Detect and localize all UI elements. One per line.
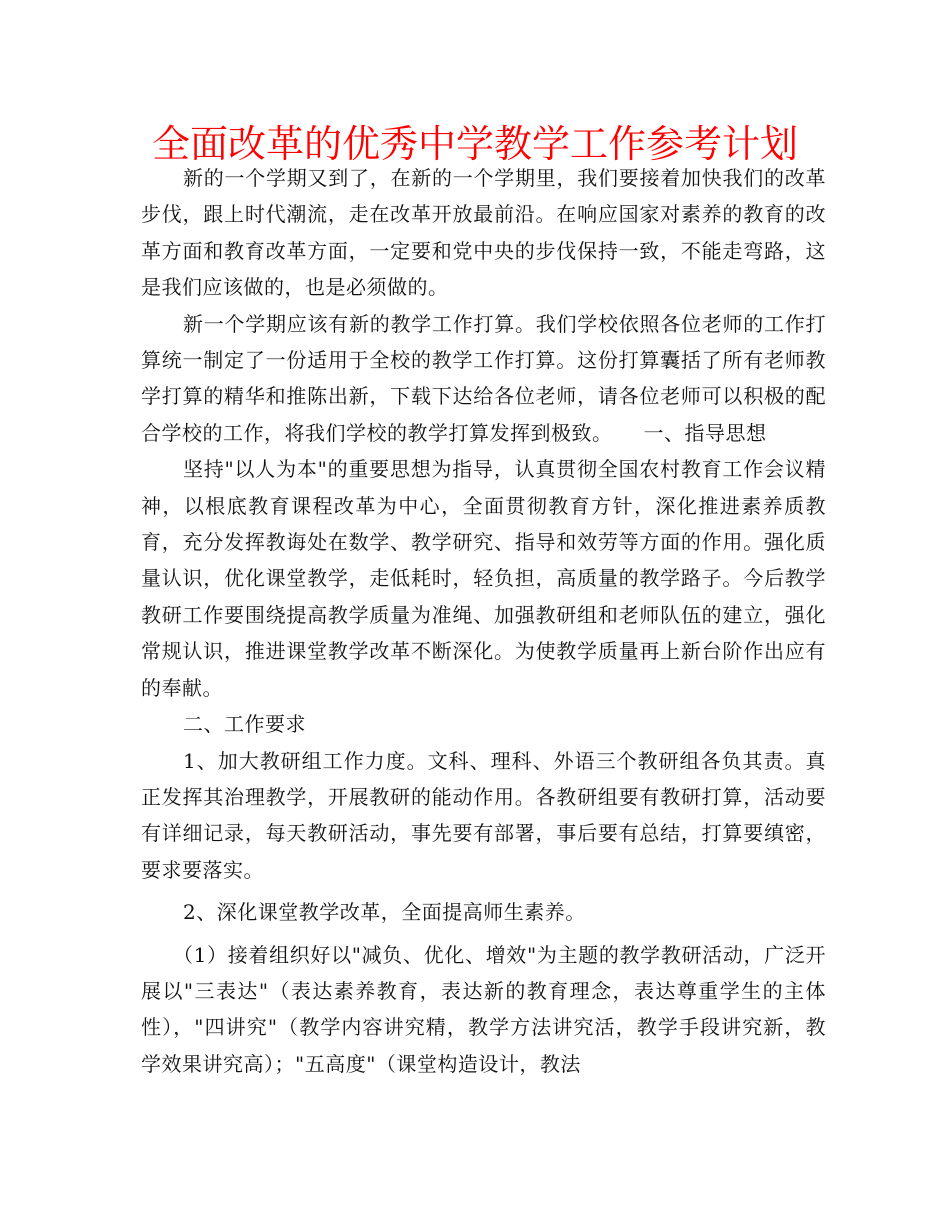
paragraph-requirement-2: 2、深化课堂教学改革，全面提高师生素养。 (183, 900, 586, 925)
paragraph-requirement-2-item-1: （1）接着组织好以"减负、优化、增效"为主题的教学教研活动，广泛开展以"三表达"（表达素养教育，表达新的教育理念，表达尊重学生的主体性），"四讲究"（教学内容讲究精，教学方法讲究活，教学手段讲究新，教学效果讲究高）；"五高度"（课堂构造设计，教法 (141, 942, 826, 1076)
paragraph-intro: 新的一个学期又到了，在新的一个学期里，我们要接着加快我们的改革步伐，跟上时代潮流，走在改革开放最前沿。在响应国家对素养的教育的改革方面和教育改革方面，一定要和党中央的步伐保持一致，不能走弯路，这是我们应该做的，也是必须做的。 (141, 166, 826, 300)
paragraph-requirement-1: 1、加大教研组工作力度。文科、理科、外语三个教研组各负其责。真正发挥其治理教学，开展教研的能动作用。各教研组要有教研打算，活动要有详细记录，每天教研活动，事先要有部署，事后要有总结，打算要缜密，要求要落实。 (141, 748, 826, 882)
paragraph-guiding-ideology: 坚持"以人为本"的重要思想为指导，认真贯彻全国农村教育工作会议精神，以根底教育课程改革为中心，全面贯彻教育方针，深化推进素养质教育，充分发挥教诲处在数学、教学研究、指导和效劳等方面的作用。强化质量认识，优化课堂教学，走低耗时，轻负担，高质量的教学路子。今后教学教研工作要围绕提高教学质量为准绳、加强教研组和老师队伍的建立，强化常规认识，推进课堂教学改革不断深化。为使教学质量再上新台阶作出应有的奉献。 (141, 457, 826, 700)
document-body (141, 160, 826, 1082)
document-title: 全面改革的优秀中学教学工作参考计划 (151, 122, 798, 166)
paragraph-plan: 新一个学期应该有新的教学工作打算。我们学校依照各位老师的工作打算统一制定了一份适用于全校的教学工作打算。这份打算囊括了所有老师教学打算的精华和推陈出新，下载下达给各位老师，请各位老师可以积极的配合学校的工作，将我们学校的教学打算发挥到极致。 一、指导思想 (141, 311, 826, 445)
heading-work-requirements: 二、工作要求 (183, 712, 306, 737)
